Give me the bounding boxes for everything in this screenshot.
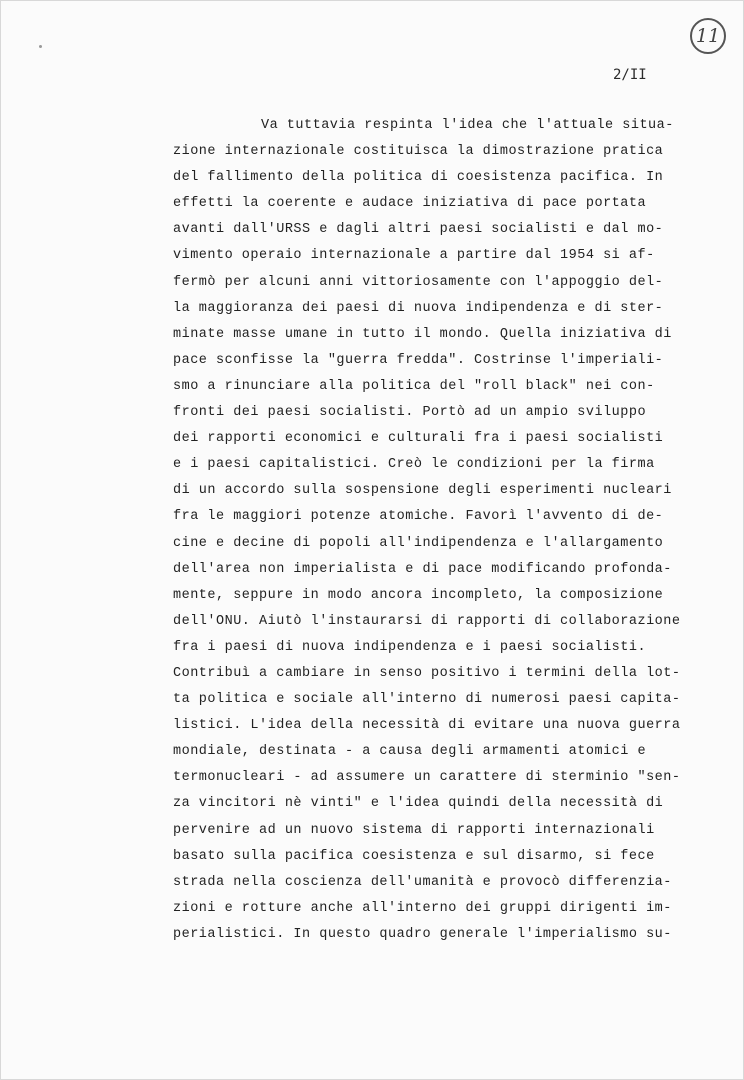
text-line: dei rapporti economici e culturali fra i paesi socialisti: [173, 431, 664, 447]
text-line: Contribuì a cambiare in senso positivo i termini della lot-: [173, 665, 681, 681]
text-line: di un accordo sulla sospensione degli esperimenti nucleari: [173, 483, 672, 499]
text-line: e i paesi capitalistici. Creò le condizioni per la firma: [173, 457, 655, 473]
text-line: ta politica e sociale all'interno di numerosi paesi capita-: [173, 692, 681, 708]
text-line: vimento operaio internazionale a partire dal 1954 si af-: [173, 248, 655, 264]
text-line: fra i paesi di nuova indipendenza e i paesi socialisti.: [173, 639, 647, 655]
text-line: cine e decine di popoli all'indipendenza e l'allargamento: [173, 535, 664, 551]
scan-speck: [39, 45, 42, 48]
text-line: perialistici. In questo quadro generale l'imperialismo su-: [173, 926, 672, 942]
text-line: listici. L'idea della necessità di evitare una nuova guerra: [173, 718, 681, 734]
text-line: dell'area non imperialista e di pace modificando profonda-: [173, 561, 672, 577]
text-line: fra le maggiori potenze atomiche. Favorì l'avvento di de-: [173, 509, 664, 525]
text-line: dell'ONU. Aiutò l'instaurarsi di rapporti di collaborazione: [173, 613, 681, 629]
text-line: mondiale, destinata - a causa degli armamenti atomici e: [173, 744, 647, 760]
text-line: mente, seppure in modo ancora incompleto, la composizione: [173, 587, 664, 603]
handwritten-page-number: 11: [690, 18, 726, 54]
text-line: pace sconfisse la "guerra fredda". Costrinse l'imperiali-: [173, 352, 664, 368]
text-line: la maggioranza dei paesi di nuova indipendenza e di ster-: [173, 300, 664, 316]
text-line: strada nella coscienza dell'umanità e provocò differenzia-: [173, 874, 672, 890]
text-line: zioni e rotture anche all'interno dei gruppi dirigenti im-: [173, 900, 672, 916]
text-line: effetti la coerente e audace iniziativa di pace portata: [173, 196, 647, 212]
text-line: basato sulla pacifica coesistenza e sul disarmo, si fece: [173, 848, 655, 864]
text-line: za vincitori nè vinti" e l'idea quindi della necessità di: [173, 796, 664, 812]
text-line: avanti dall'URSS e dagli altri paesi socialisti e dal mo-: [173, 222, 664, 238]
text-line: del fallimento della politica di coesistenza pacifica. In: [173, 170, 664, 186]
text-line: smo a rinunciare alla politica del "roll black" nei con-: [173, 378, 655, 394]
text-line: pervenire ad un nuovo sistema di rapporti internazionali: [173, 822, 655, 838]
text-line: minate masse umane in tutto il mondo. Quella iniziativa di: [173, 326, 672, 342]
text-line: Va tuttavia respinta l'idea che l'attuale situa-: [261, 118, 674, 133]
text-line: zione internazionale costituisca la dimostrazione pratica: [173, 144, 664, 160]
page-label: 2/II: [613, 67, 647, 83]
text-line: fronti dei paesi socialisti. Portò ad un ampio sviluppo: [173, 405, 647, 421]
text-line: fermò per alcuni anni vittoriosamente con l'appoggio del-: [173, 274, 664, 290]
text-line: termonucleari - ad assumere un carattere di sterminio "sen-: [173, 770, 681, 786]
body-text: [173, 113, 703, 948]
